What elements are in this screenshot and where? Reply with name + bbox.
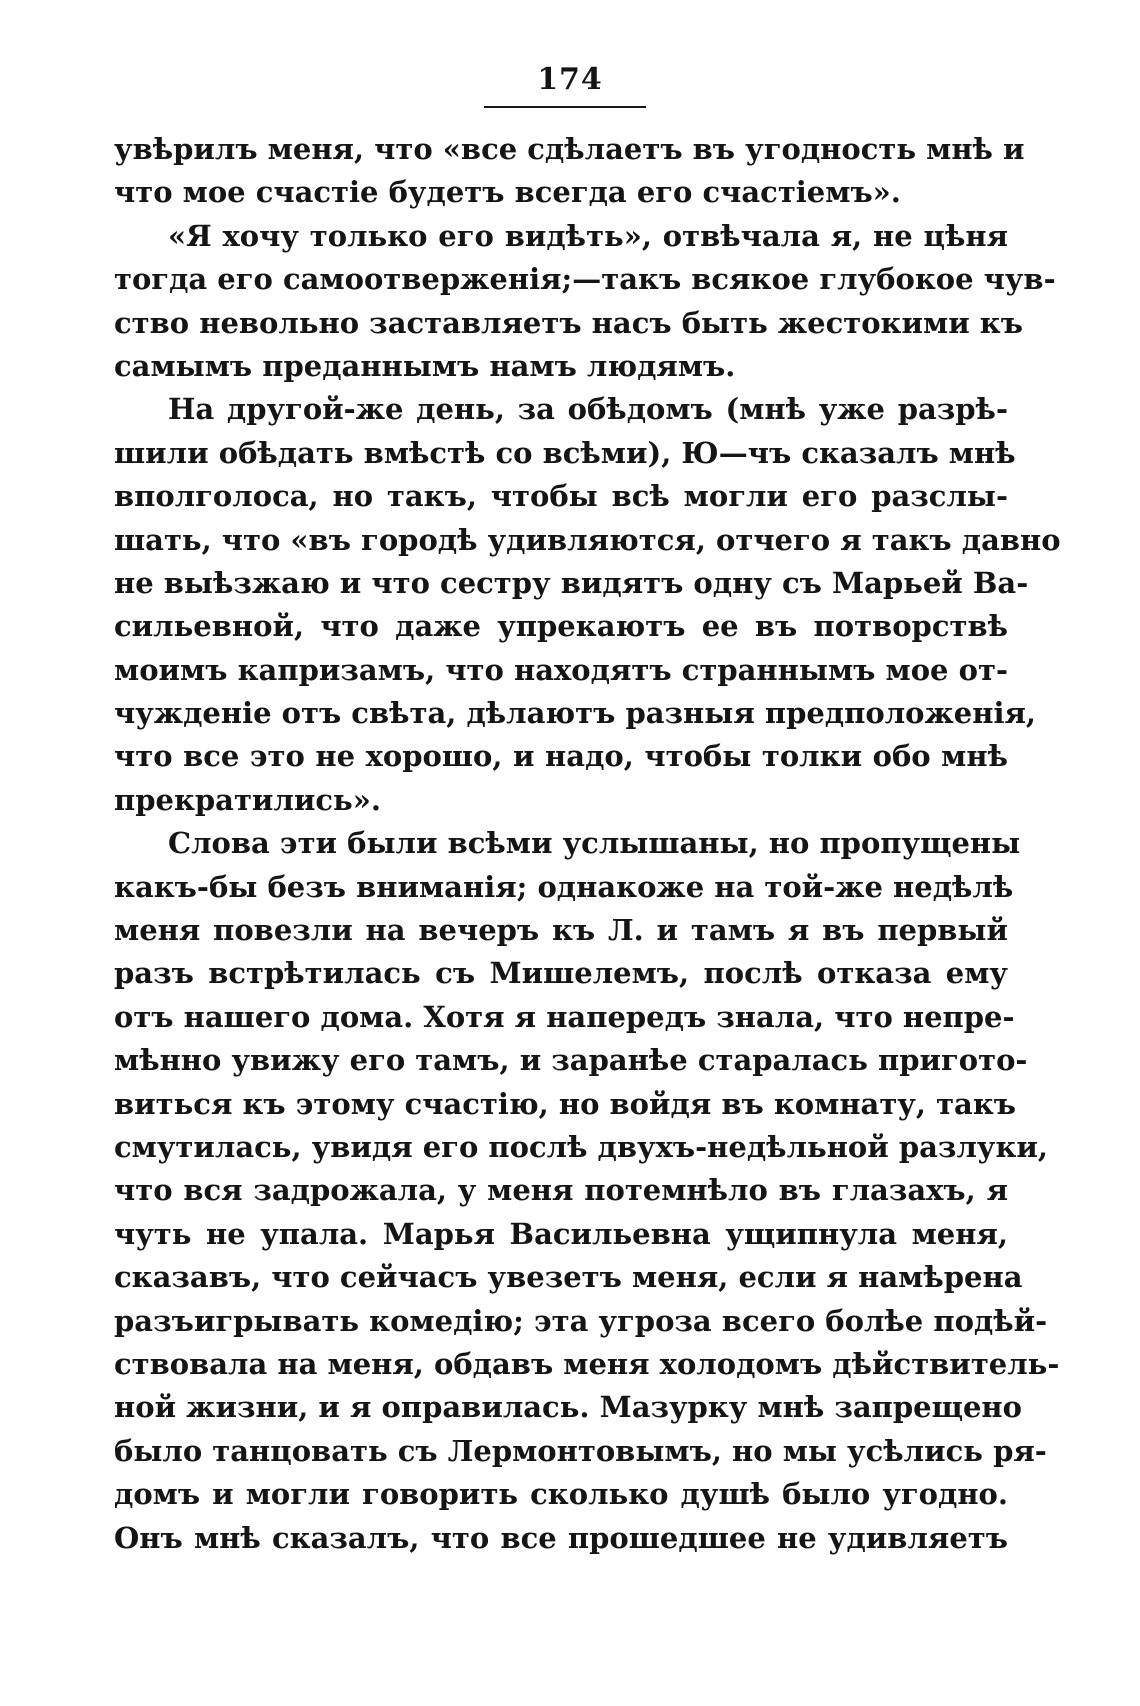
text-line: чужденіе отъ свѣта, дѣлаютъ разныя предположенія, — [114, 696, 1036, 731]
text-line: виться къ этому счастію, но войдя въ комнату, такъ — [114, 1086, 1017, 1121]
text-line: разъ встрѣтилась съ Мишелемъ, послѣ отказа ему — [114, 956, 1008, 991]
page-number: 174 — [537, 62, 603, 97]
text-line: сильевной, что даже упрекаютъ ее въ потворствѣ — [114, 609, 1008, 644]
text-line: прекратились». — [114, 782, 381, 817]
text-line: вполголоса, но такъ, чтобы всѣ могли его разслы- — [114, 479, 1008, 514]
text-line: Онъ мнѣ сказалъ, что все прошедшее не удивляетъ — [114, 1520, 1008, 1555]
text-line: что мое счастіе будетъ всегда его счастіемъ». — [114, 175, 901, 210]
text-line: тогда его самоотверженія;—такъ всякое глубокое чув- — [114, 262, 1056, 297]
text-line: шать, что «въ городѣ удивляются, отчего я такъ давно — [114, 522, 1061, 557]
text-line: разъигрывать комедію; эта угроза всего болѣе подѣй- — [114, 1303, 1048, 1338]
text-line: что все это не хорошо, и надо, чтобы толки обо мнѣ — [114, 739, 1008, 774]
text-line: домъ и могли говорить сколько душѣ было угодно. — [114, 1477, 1008, 1512]
text-line: отъ нашего дома. Хотя я напередъ знала, что непре- — [114, 999, 1015, 1034]
body-text — [114, 128, 1061, 1560]
text-line: меня повезли на вечеръ къ Л. и тамъ я въ первый — [114, 913, 1008, 948]
text-line: самымъ преданнымъ намъ людямъ. — [114, 348, 736, 383]
text-line: какъ-бы безъ вниманія; однакоже на той-же недѣлѣ — [114, 869, 1014, 904]
text-line: На другой-же день, за обѣдомъ (мнѣ уже разрѣ- — [168, 392, 1008, 427]
text-line: увѣрилъ меня, что «все сдѣлаетъ въ угодность мнѣ и — [114, 132, 1025, 166]
page-number-rule — [484, 106, 646, 108]
text-line: что вся задрожала, у меня потемнѣло въ глазахъ, я — [114, 1173, 1008, 1208]
text-line: смутилась, увидя его послѣ двухъ-недѣльной разлуки, — [114, 1129, 1049, 1164]
text-line: ной жизни, и я оправилась. Мазурку мнѣ запрещено — [114, 1390, 1022, 1425]
text-line: «Я хочу только его видѣть», отвѣчала я, не цѣня — [168, 218, 1008, 253]
text-line: было танцовать съ Лермонтовымъ, но мы усѣлись ря- — [114, 1433, 1047, 1468]
text-line: не выѣзжаю и что сестру видятъ одну съ Марьей Ва- — [114, 565, 1029, 600]
text-line: сказавъ, что сейчасъ увезетъ меня, если я намѣрена — [114, 1260, 1023, 1295]
text-line: ствовала на меня, обдавъ меня холодомъ дѣйствитель- — [114, 1346, 1060, 1381]
text-line: моимъ капризамъ, что находятъ страннымъ мое от- — [114, 652, 1008, 687]
text-line: чуть не упала. Марья Васильевна ущипнула меня, — [114, 1216, 1008, 1251]
text-line: ство невольно заставляетъ насъ быть жестокими къ — [114, 305, 1023, 340]
text-line: шили обѣдать вмѣстѣ со всѣми), Ю—чъ сказалъ мнѣ — [114, 435, 1016, 470]
text-line: Слова эти были всѣми услышаны, но пропущены — [168, 826, 1021, 861]
text-line: мѣнно увижу его тамъ, и заранѣе старалась пригото- — [114, 1043, 1028, 1078]
